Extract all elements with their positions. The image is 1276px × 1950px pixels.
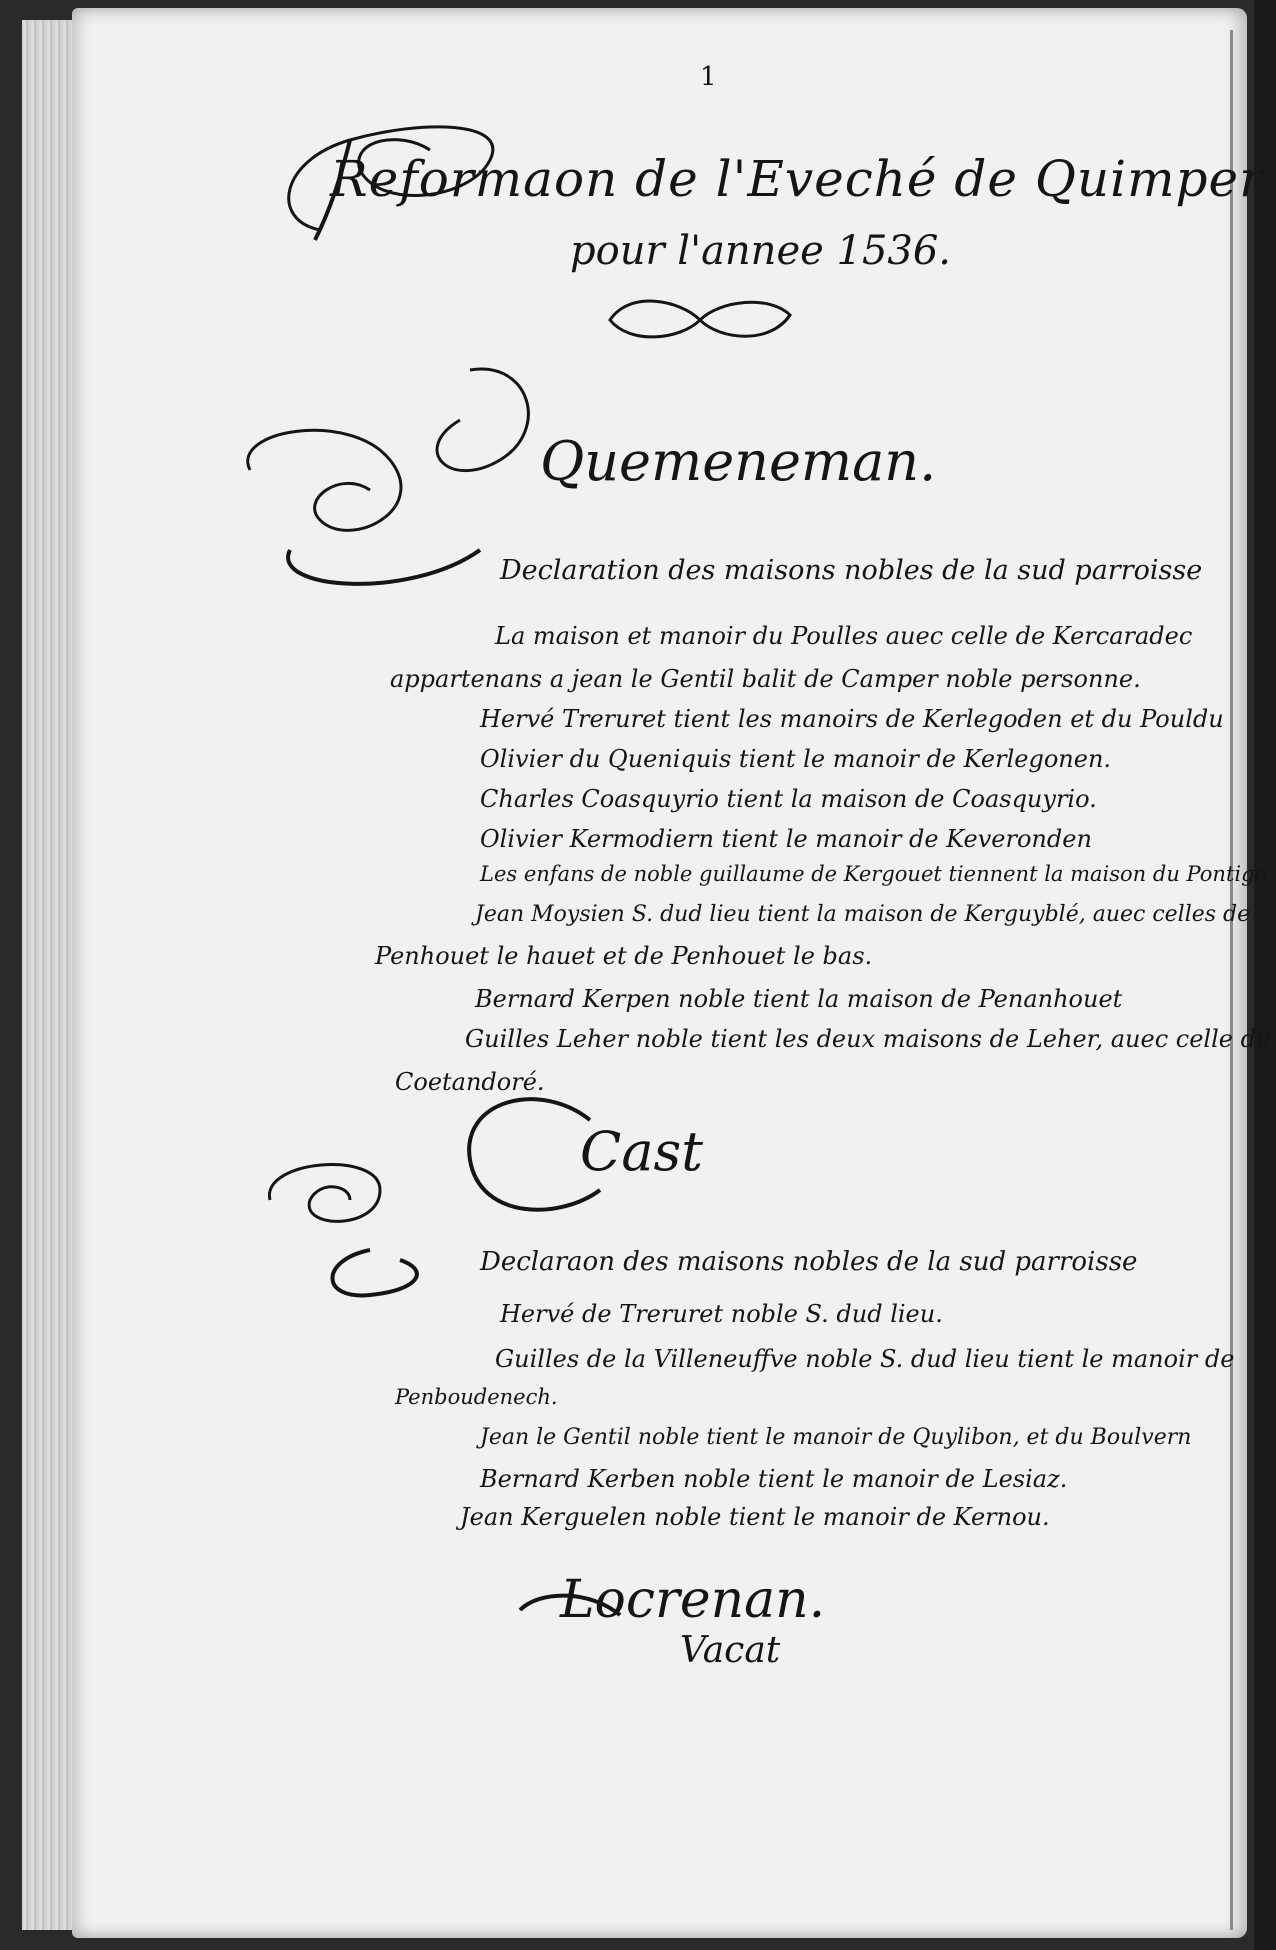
record-line: appartenans a jean le Gentil balit de Camper noble personne. <box>390 665 1141 693</box>
record-line: Jean le Gentil noble tient le manoir de Quylibon, et du Boulvern <box>480 1425 1192 1450</box>
vacat-note: Vacat <box>680 1630 781 1671</box>
record-line: Charles Coasquyrio tient la maison de Coasquyrio. <box>480 785 1097 813</box>
record-line: Coetandoré. <box>395 1068 545 1096</box>
record-line: Guilles Leher noble tient les deux maisons de Leher, auec celle de <box>465 1025 1271 1053</box>
record-line: Guilles de la Villeneuffve noble S. dud lieu tient le manoir de <box>495 1345 1235 1373</box>
section-heading-quemeneman: Quemeneman. <box>540 430 937 493</box>
record-line: Penhouet le hauet et de Penhouet le bas. <box>375 942 873 970</box>
section-heading-locrenan: Locrenan. <box>560 1570 826 1630</box>
document-title: Reformaon de l'Eveché de Quimper <box>330 150 1265 208</box>
record-line: Hervé Treruret tient les manoirs de Kerlegoden et du Pouldu <box>480 705 1224 733</box>
title-underline-ornament <box>600 290 800 350</box>
record-line: Olivier du Queniquis tient le manoir de Kerlegonen. <box>480 745 1112 773</box>
record-line: Les enfans de noble guillaume de Kergouet tiennent la maison du Pontigo <box>480 862 1268 886</box>
declaration-line: Declaration des maisons nobles de la sud parroisse <box>500 555 1203 586</box>
section-heading-cast: Cast <box>580 1120 703 1183</box>
record-line: Jean Kerguelen noble tient le manoir de Kernou. <box>460 1503 1050 1531</box>
record-line: Penboudenech. <box>395 1385 558 1409</box>
background-edge <box>1254 0 1276 1950</box>
folio-number: 1 <box>700 62 717 92</box>
record-line: Hervé de Treruret noble S. dud lieu. <box>500 1300 943 1328</box>
declaration-line: Declaraon des maisons nobles de la sud parroisse <box>480 1247 1138 1277</box>
document-subtitle: pour l'annee 1536. <box>570 228 952 274</box>
record-line: La maison et manoir du Poulles auec celle de Kercaradec <box>495 622 1193 650</box>
record-line: Olivier Kermodiern tient le manoir de Keveronden <box>480 825 1092 853</box>
record-line: Bernard Kerben noble tient le manoir de Lesiaz. <box>480 1465 1068 1493</box>
record-line: Bernard Kerpen noble tient la maison de Penanhouet <box>475 985 1123 1013</box>
binding-line <box>1230 30 1233 1930</box>
record-line: Jean Moysien S. dud lieu tient la maison de Kerguyblé, auec celles de <box>475 902 1251 927</box>
